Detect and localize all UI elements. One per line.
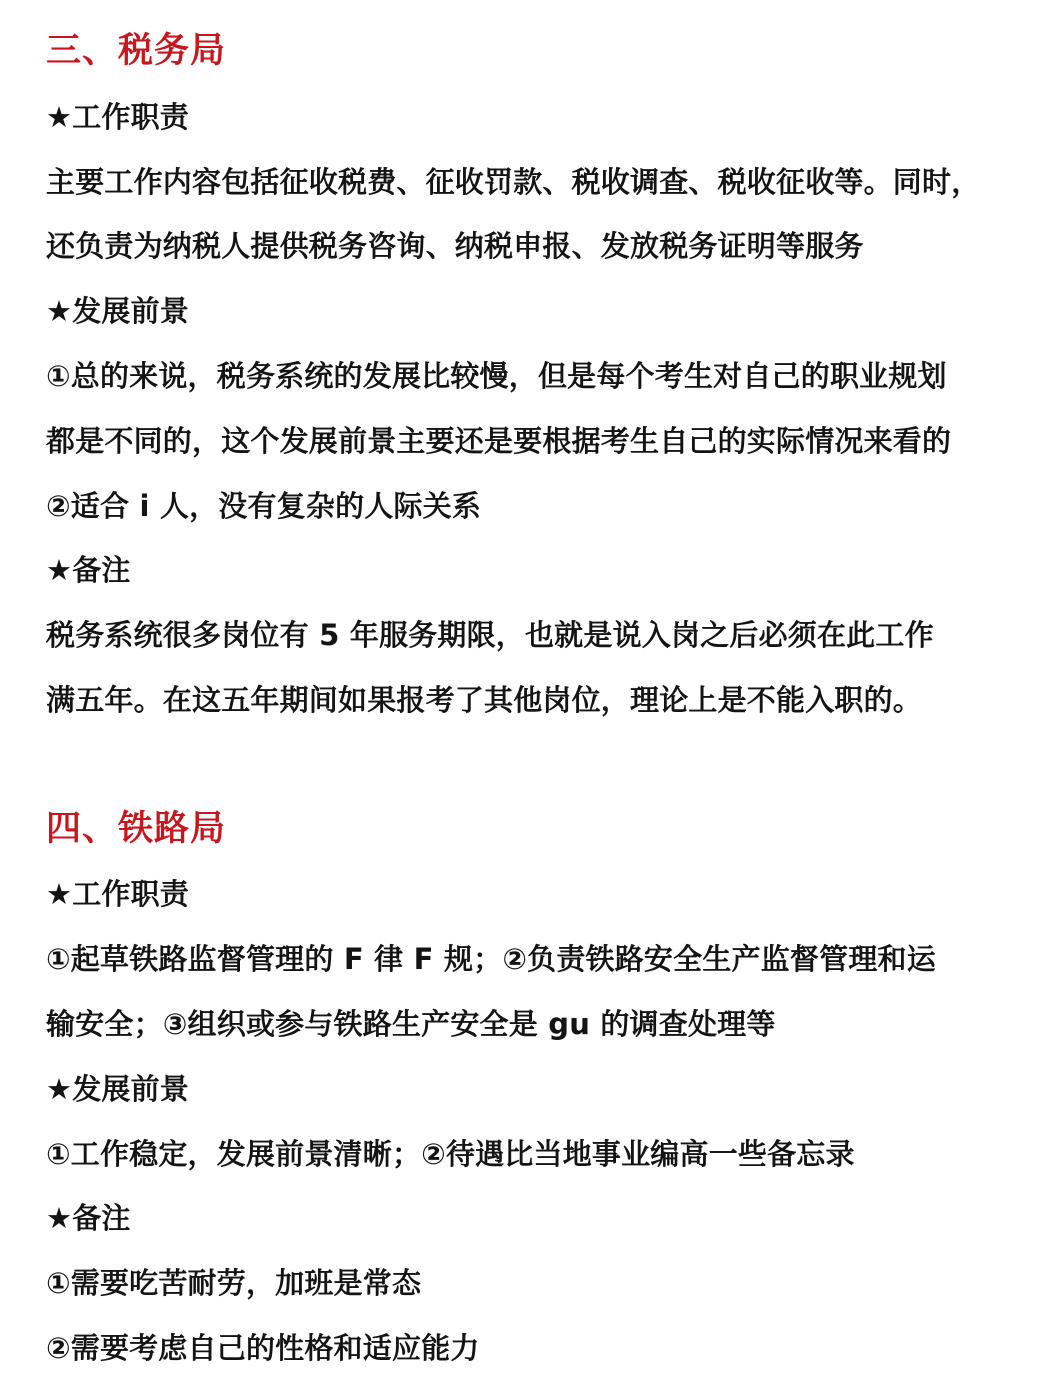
rail-duty-label: ★工作职责 [46, 877, 189, 911]
tax-note-line-1: 税务系统很多岗位有 5 年服务期限，也就是说入岗之后必须在此工作 [46, 618, 934, 652]
rail-duty-line-1: ①起草铁路监督管理的 F 律 F 规；②负责铁路安全生产监督管理和运 [46, 942, 936, 976]
tax-prospect-line-2: 都是不同的，这个发展前景主要还是要根据考生自己的实际情况来看的 [46, 424, 952, 458]
rail-note-line-2: ②需要考虑自己的性格和适应能力 [46, 1331, 480, 1365]
rail-prospect-line-1: ①工作稳定，发展前景清晰；②待遇比当地事业编高一些备忘录 [46, 1137, 855, 1171]
section-title-railway-bureau: 四、铁路局 [46, 809, 227, 849]
tax-prospect-line-1: ①总的来说，税务系统的发展比较慢，但是每个考生对自己的职业规划 [46, 359, 947, 393]
rail-duty-line-2: 输安全；③组织或参与铁路生产安全是 gu 的调查处理等 [46, 1007, 776, 1041]
tax-duty-line-2: 还负责为纳税人提供税务咨询、纳税申报、发放税务证明等服务 [46, 229, 864, 263]
rail-prospect-label: ★发展前景 [46, 1072, 189, 1106]
tax-note-label: ★备注 [46, 553, 131, 587]
tax-prospect-label: ★发展前景 [46, 294, 189, 328]
rail-note-line-1: ①需要吃苦耐劳，加班是常态 [46, 1266, 422, 1300]
tax-duty-label: ★工作职责 [46, 100, 189, 134]
rail-note-label: ★备注 [46, 1201, 131, 1235]
tax-prospect-line-3: ②适合 i 人，没有复杂的人际关系 [46, 489, 482, 523]
tax-note-line-2: 满五年。在这五年期间如果报考了其他岗位，理论上是不能入职的。 [46, 683, 923, 717]
tax-duty-line-1: 主要工作内容包括征收税费、征收罚款、税收调查、税收征收等。同时， [46, 165, 981, 199]
section-title-tax-bureau: 三、税务局 [46, 31, 227, 71]
